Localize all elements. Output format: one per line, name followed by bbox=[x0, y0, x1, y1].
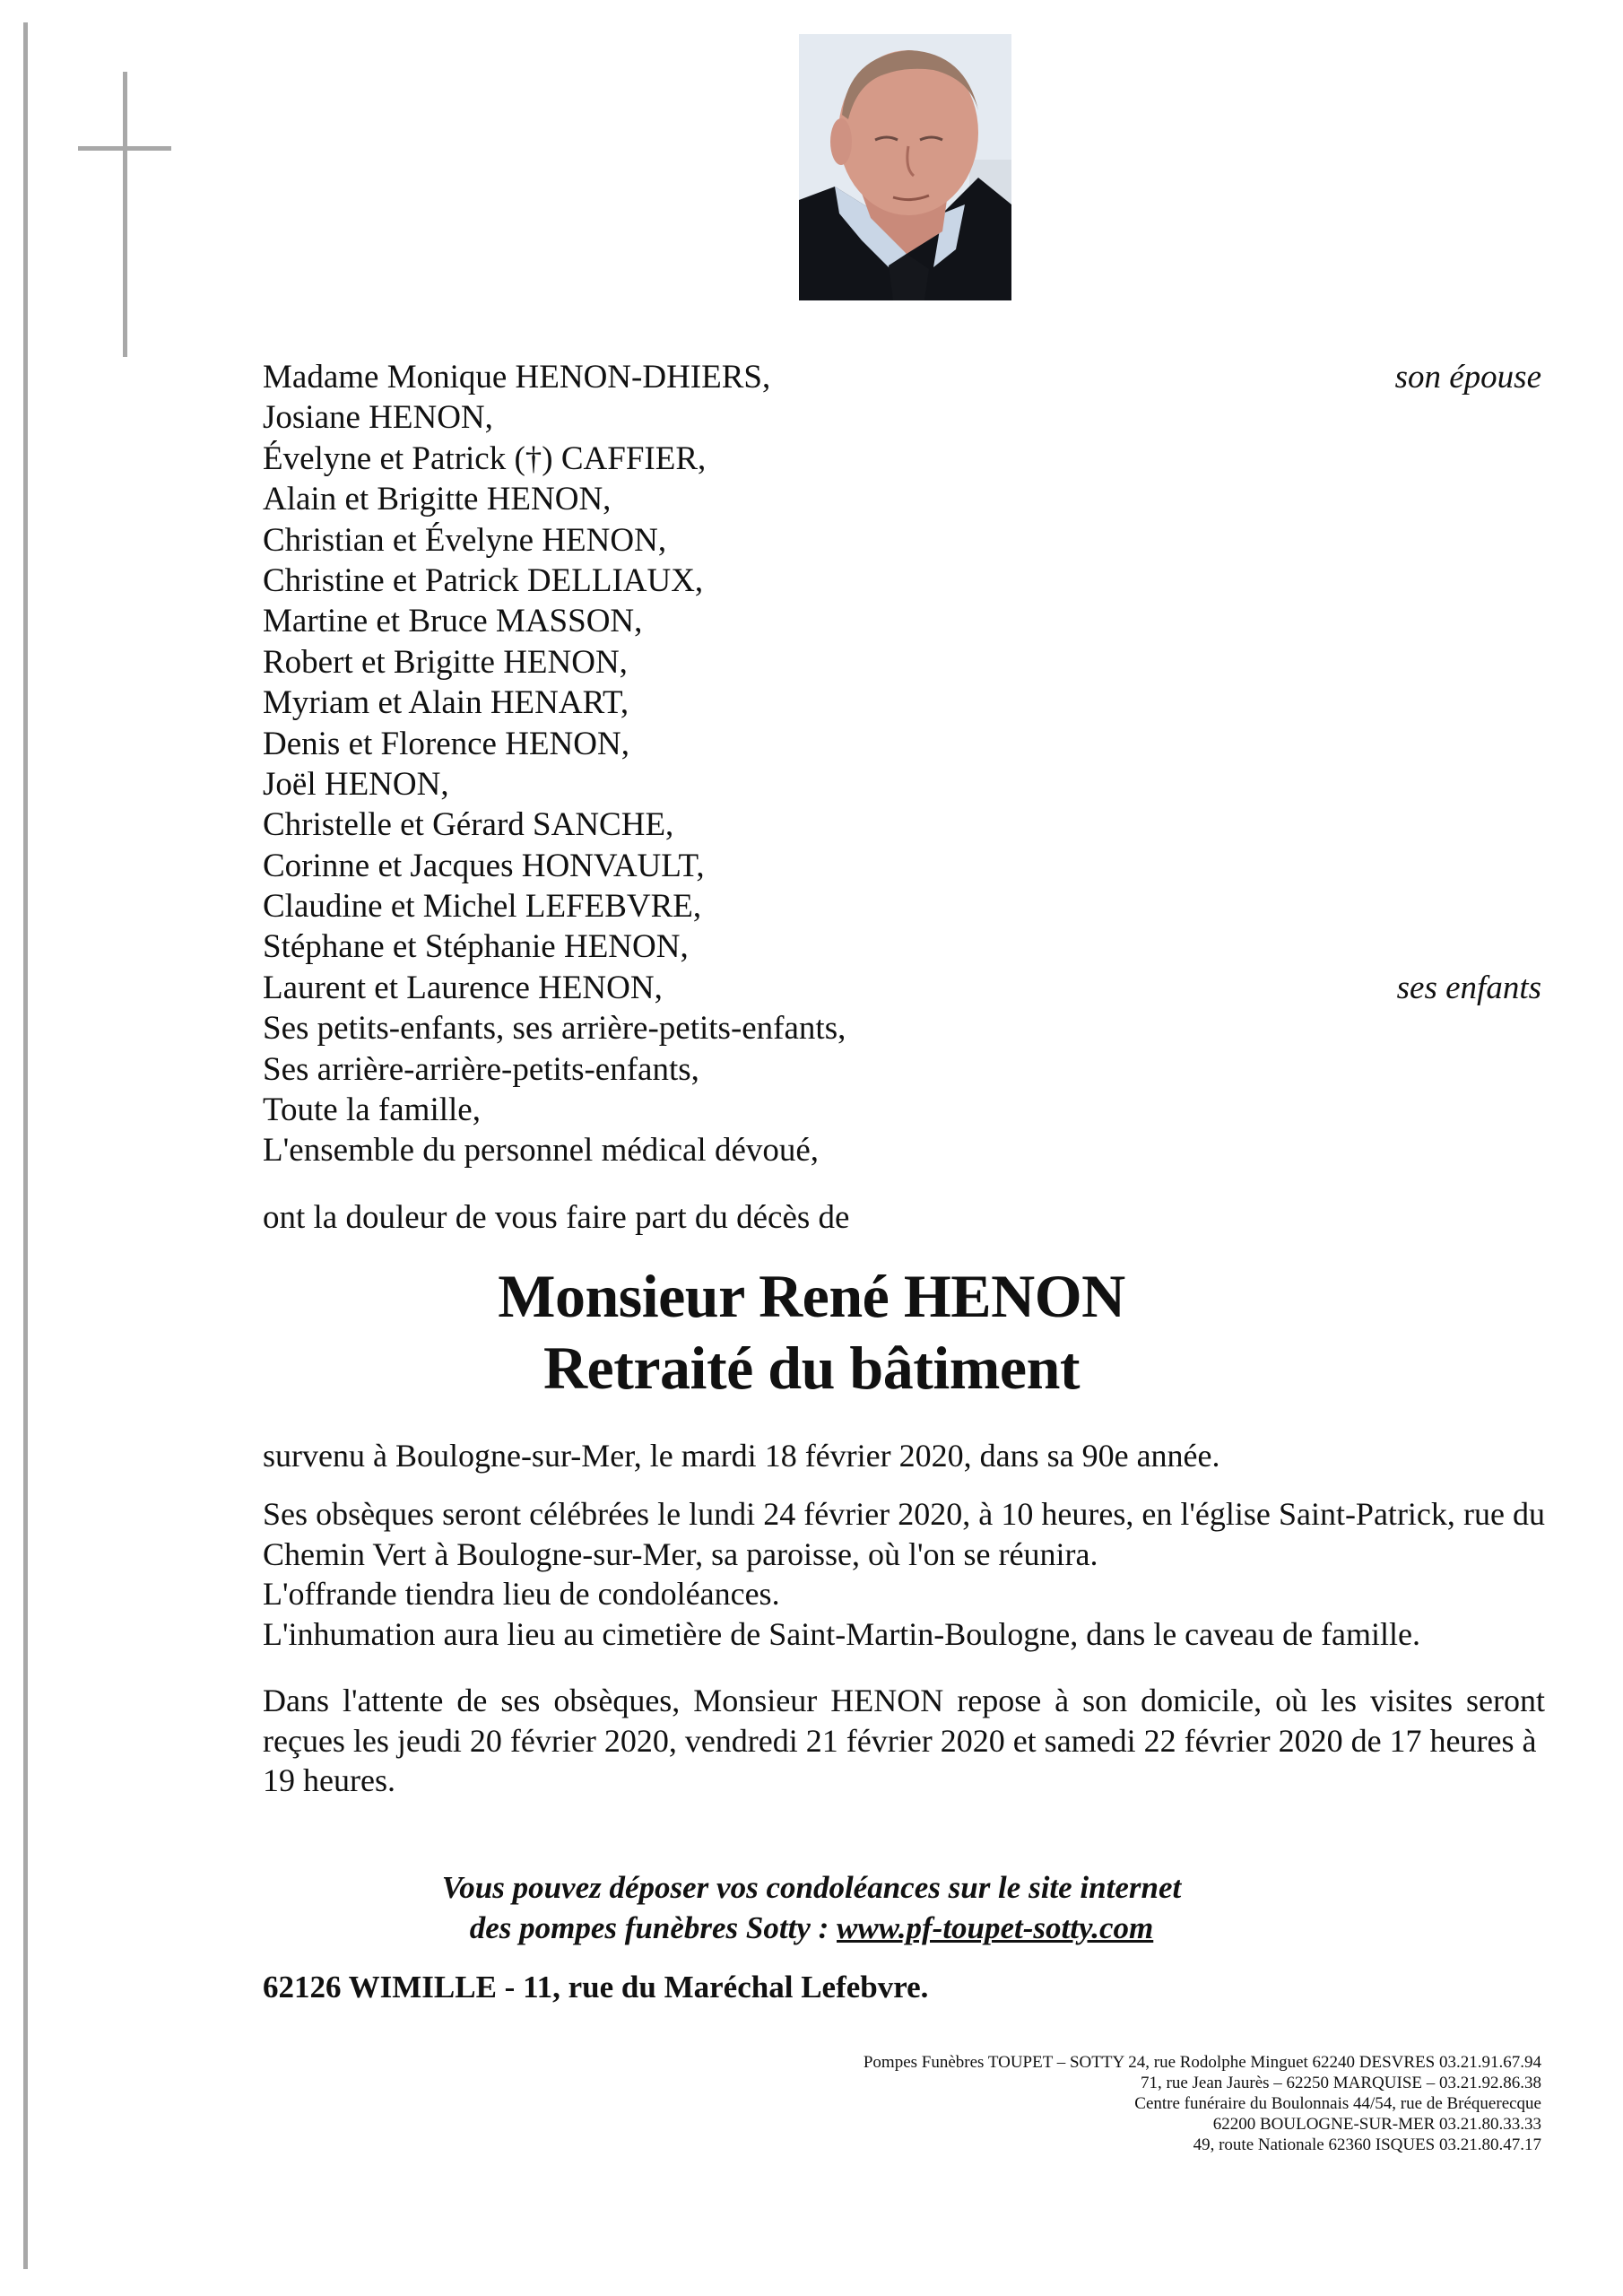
family-members-list bbox=[263, 357, 1428, 1171]
cross-vertical-bar bbox=[123, 72, 127, 357]
footer-line: 62200 BOULOGNE-SUR-MER 03.21.80.33.33 bbox=[1212, 2115, 1541, 2134]
condolences-line-2 bbox=[0, 1908, 1623, 1948]
role-spouse-label: son épouse bbox=[1394, 359, 1541, 396]
family-member: Robert et Brigitte HENON, bbox=[263, 643, 628, 681]
footer-line: 49, route Nationale 62360 ISQUES 03.21.80.47.17 bbox=[1193, 2135, 1541, 2154]
role-children-label: ses enfants bbox=[1396, 970, 1541, 1006]
family-member: Évelyne et Patrick (†) CAFFIER, bbox=[263, 439, 707, 477]
visits-end: 19 heures. bbox=[263, 1762, 395, 1798]
cross-horizontal-bar bbox=[78, 146, 171, 151]
deceased-name: Monsieur René HENON bbox=[498, 1262, 1125, 1330]
portrait-photo bbox=[799, 34, 1011, 300]
family-member: L'ensemble du personnel médical dévoué, bbox=[263, 1132, 820, 1170]
family-member: Corinne et Jacques HONVAULT, bbox=[263, 847, 705, 884]
footer-line: Pompes Funèbres TOUPET – SOTTY 24, rue Rodolphe Minguet 62240 DESVRES 03.21.91.67.94 bbox=[863, 2053, 1541, 2072]
family-member: Alain et Brigitte HENON, bbox=[263, 481, 612, 518]
family-member: Ses petits-enfants, ses arrière-petits-enfants, bbox=[263, 1010, 846, 1048]
condolences-notice bbox=[0, 1867, 1623, 1948]
family-address: 62126 WIMILLE - 11, rue du Maréchal Lefebvre. bbox=[263, 1970, 929, 2005]
announcement-intro: ont la douleur de vous faire part du décès de bbox=[263, 1199, 850, 1236]
family-member: Christelle et Gérard SANCHE, bbox=[263, 806, 674, 844]
family-member: Myriam et Alain HENART, bbox=[263, 684, 629, 722]
condolences-prefix: des pompes funèbres Sotty : bbox=[469, 1910, 838, 1945]
footer-line: Centre funéraire du Boulonnais 44/54, rue de Bréquerecque bbox=[1134, 2094, 1541, 2113]
funeral-statement: Ses obsèques seront célébrées le lundi 24 février 2020, à 10 heures, en l'église Saint-Patrick, rue du Chemin Vert à Boulogne-sur-Mer, sa paroisse, où l'on se réunira. bbox=[263, 1496, 1545, 1572]
funeral-home-footer bbox=[864, 2052, 1541, 2155]
funeral-website-link[interactable]: www.pf-toupet-sotty.com bbox=[837, 1910, 1154, 1945]
family-member: Claudine et Michel LEFEBVRE, bbox=[263, 888, 702, 926]
death-statement: survenu à Boulogne-sur-Mer, le mardi 18 février 2020, dans sa 90e année. bbox=[263, 1438, 1220, 1474]
funeral-details bbox=[263, 1494, 1545, 1654]
death-details bbox=[263, 1436, 1545, 1476]
footer-line: 71, rue Jean Jaurès – 62250 MARQUISE – 03.21.92.86.38 bbox=[1141, 2074, 1541, 2092]
family-member: Ses arrière-arrière-petits-enfants, bbox=[263, 1050, 699, 1088]
deceased-occupation: Retraité du bâtiment bbox=[542, 1334, 1081, 1402]
burial-statement: L'inhumation aura lieu au cimetière de Saint-Martin-Boulogne, dans le caveau de famille. bbox=[263, 1615, 1421, 1652]
family-member: Laurent et Laurence HENON, bbox=[263, 969, 663, 1006]
offering-statement: L'offrande tiendra lieu de condoléances. bbox=[263, 1576, 780, 1612]
visit-details bbox=[263, 1681, 1545, 1801]
family-member: Christian et Évelyne HENON, bbox=[263, 521, 667, 559]
family-member: Madame Monique HENON-DHIERS, bbox=[263, 359, 771, 396]
family-member: Christine et Patrick DELLIAUX, bbox=[263, 561, 704, 599]
family-member: Martine et Bruce MASSON, bbox=[263, 603, 643, 640]
family-member: Toute la famille, bbox=[263, 1091, 481, 1129]
condolences-line-1: Vous pouvez déposer vos condoléances sur le site internet bbox=[441, 1870, 1182, 1905]
deceased-heading bbox=[0, 1260, 1623, 1404]
visits-statement: Dans l'attente de ses obsèques, Monsieur HENON repose à son domicile, où les visites seront reçues les jeudi 20 février 2020, vendredi 21 février 2020 et samedi 22 février 2020 de 17 heures à bbox=[263, 1683, 1545, 1759]
family-member: Josiane HENON, bbox=[263, 399, 493, 437]
family-member: Denis et Florence HENON, bbox=[263, 725, 629, 762]
family-member: Joël HENON, bbox=[263, 765, 449, 803]
family-member: Stéphane et Stéphanie HENON, bbox=[263, 928, 689, 966]
portrait-image bbox=[799, 34, 1011, 300]
